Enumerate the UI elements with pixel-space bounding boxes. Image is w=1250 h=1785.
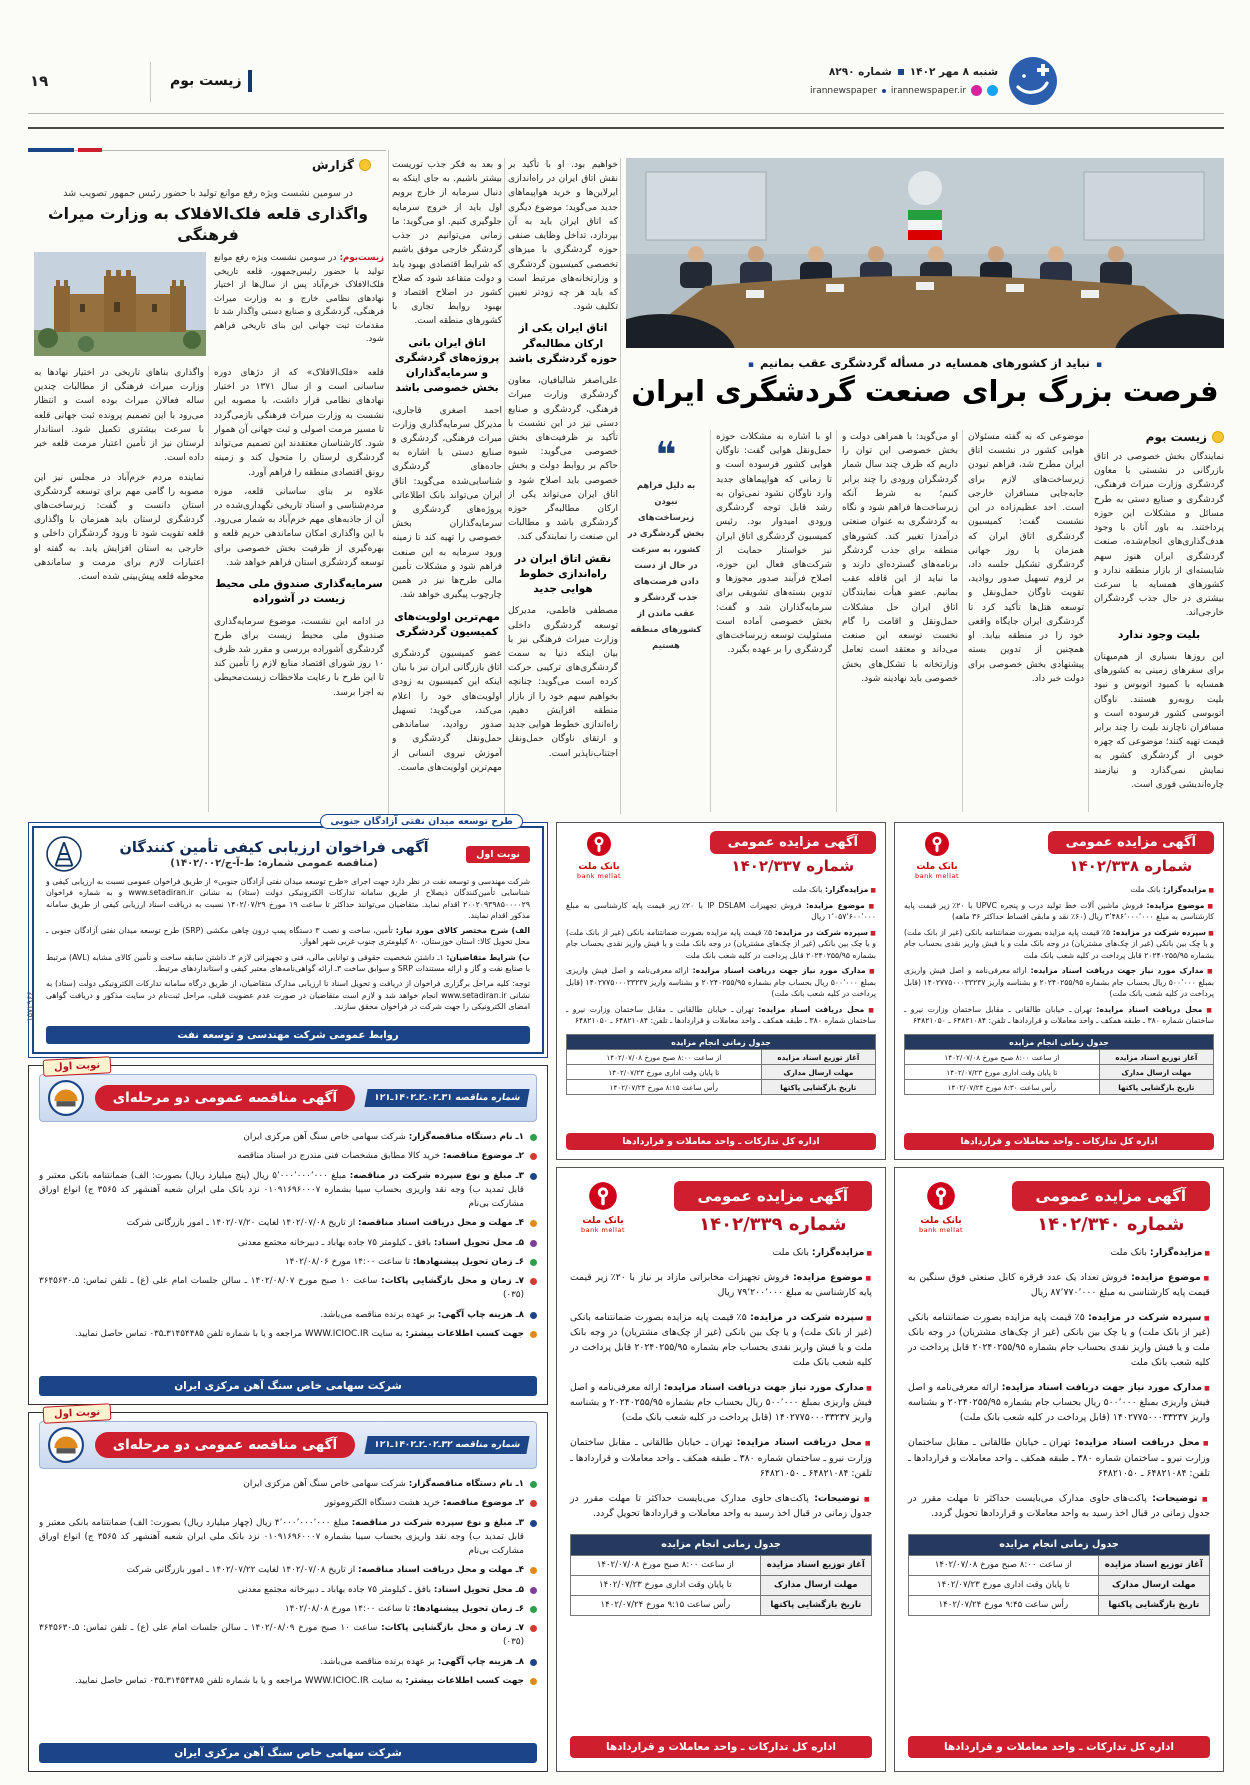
- quote-icon: ❝: [655, 438, 677, 476]
- auction-body: [908, 1235, 1210, 1521]
- article-paragraph: علی‌اصغر شالبافیان، معاون گردشگری وزارت میراث فرهنگی، گردشگری و صنایع دستی نیز در این نشست با تأکید بر ظرفیت‌های بخش خصوصی می‌گوید: شیوه حاکم بر روابط دولت و بخش خصوصی باید اصلاح شود و اتاق ایران می‌تواند یکی از ارکان مطالبه‌گر حوزه گردشگری باشد و مطالبات این صنعت را نمایندگی کند.: [508, 376, 618, 543]
- report-lead: [214, 252, 384, 358]
- section-tag: [170, 70, 252, 92]
- report-kicker: در سومین نشست ویژه رفع موانع تولید با حضور رئیس جمهور تصویب شد: [63, 188, 353, 199]
- column-divider: [1088, 430, 1089, 812]
- article-subhead: بلیت وجود ندارد: [1117, 628, 1201, 641]
- separator-dot-icon: [882, 89, 886, 93]
- article-separator: [388, 150, 389, 814]
- tender-item: ۱ـ نام دستگاه مناقصه‌گزار: شرکت سهامی خاص سنگ آهن مرکزی ایران: [39, 1130, 537, 1144]
- article-paragraph: احمد اصغری قاجاری، مدیرکل سرمایه‌گذاری وزارت میراث فرهنگی، گردشگری و صنایع دستی با اشاره به جاده‌های گردشگری شناسایی‌شده می‌گوید: اتاق ایران می‌تواند بانک اطلاعاتی پروژه‌های گردشگری و سرمایه‌گذاران بخش خصوصی را تهیه کند تا زمینه ورود سرمایه به این صنعت فراهم شود و مشکلات تأمین مالی طرح‌ها نیز در همین چارچوب پیگیری خواهد شد.: [392, 405, 502, 601]
- article-paragraph: نمایندگان بخش خصوصی در اتاق بازرگانی در نشستی با معاون گردشگری وزارت میراث فرهنگی، گردشگری و صنایع دستی به طرح مسائل و مشکلات این حوزه پرداختند. به باور آنان با وجود هدف‌گذاری‌های انجام‌شده، صنعت گردشگری ایران هنوز سهم شایسته‌ای از بازار منطقه ندارد و کشورهای همسایه با سرعت بیشتری در حال جذب گردشگران خارجی‌اند.: [1094, 452, 1224, 619]
- auction-section: ■ مدارک مورد نیاز جهت دریافت اسناد مزایده: ارائه معرفی‌نامه و اصل فیش واریزی بمبلغ ۵۰۰٬۰۰۰ ریال بحساب جام بشماره ۲۰۲۴۰۲۵۵/۹۵ و بشناسه واریز ۱۴۰۲۷۷۵۰۰۰۳۳۲۳۷ (قابل پرداخت در کلیه شعب بانک ملت): [566, 965, 876, 1000]
- column-divider: [620, 158, 621, 814]
- main-column-a: [968, 430, 1084, 812]
- tender-item: ۲ـ موضوع مناقصه: خرید هشت دستگاه الکتروموتور: [39, 1496, 537, 1510]
- auction-schedule-table: جدول زمانی انجام مزایده آغاز توزیع اسناد مزایده از ساعت ۸:۰۰ صبح مورخ ۱۴۰۲/۰۷/۰۸ مهلت ارسال مدارک تا پایان وقت اداری مورخ ۱۴۰۲/۰۷/۲۳ تاریخ بازگشایی پاکتها رأس ساعت ۸:۳۰ مورخ ۱۴۰۲/۰۷/۲۴: [904, 1034, 1214, 1095]
- auction-section: ■ موضوع مزایده: فروش تجهیزات IP DSLAM با ۲۰٪ زیر قیمت پایه کارشناسی به مبلغ ۱٬۰۵۷٬۶۰۰٬۰۰۰ ریال: [566, 900, 876, 923]
- auction-section: ■ مدارک مورد نیاز جهت دریافت اسناد مزایده: ارائه معرفی‌نامه و اصل فیش واریزی بمبلغ ۵۰۰٬۰۰۰ ریال بحساب جام بشماره ۲۰۲۴۰۲۵۵/۹۵ و بشناسه واریز ۱۴۰۲۷۷۵۰۰۰۳۳۲۳۷ (قابل پرداخت در کلیه شعب بانک ملت): [904, 965, 1214, 1000]
- bank-name: بانک ملت: [920, 1216, 962, 1226]
- tender-number: شماره مناقصه ۳۲ـ۰۲ـ۲ـ۱۴۰۲ـ۱۲۱: [364, 1436, 529, 1454]
- column-divider: [504, 158, 505, 814]
- iron-ore-company-logo: [48, 1080, 84, 1116]
- main-column-right: [1094, 430, 1224, 812]
- auction-section: ■ مزایده‌گزار: بانک ملت: [908, 1245, 1210, 1260]
- auction-section: ■ مزایده‌گزار: بانک ملت: [570, 1245, 872, 1260]
- iran-newspaper-logo: [1008, 56, 1058, 106]
- auction-section: ■ موضوع مزایده: فروش ماشین آلات خط تولید درب و پنجره UPVC با ۲۰٪ زیر قیمت پایه کارشناسی به مبلغ ۳٬۴۸۶٬۰۰۰٬۰۰۰ ریال (۶۰٪ نقد و مابقی اقساط حداکثر ۳۶ ماهه): [904, 900, 1214, 923]
- section-bar-icon: [248, 70, 252, 92]
- auction-section: ■ محل دریافت اسناد مزایده: تهران ـ خیابان طالقانی ـ مقابل ساختمان وزارت نیرو ـ ساختمان شماره ۳۸۰ ـ طبقه همکف ـ واحد معاملات و قراردادها ـ تلفن: ۶۴۸۲۱۰۸۴ ـ ۶۴۸۲۱۰۵۰: [908, 1435, 1210, 1480]
- first-round-badge: نوبت اول: [43, 1056, 112, 1077]
- ad-footer: اداره کل تدارکات ـ واحد معاملات و قراردادها: [570, 1736, 872, 1758]
- auction-section: ■ توضیحات: پاکت‌های حاوی مدارک می‌بایست حداکثر تا مهلت مقرر در جدول زمانی در قبال اخذ رسید به واحد معاملات و قراردادها تحویل گردد.: [908, 1491, 1210, 1521]
- report-paragraph: در ادامه این نشست، موضوع سرمایه‌گذاری صندوق ملی محیط زیست برای طرح گردشگری آشوراده بررسی و مقرر شد ظرف ۱۰ روز شورای اقتصاد منابع لازم را تأمین کند تا این طرح با رعایت ملاحظات زیست‌محیطی به اجرا برسد.: [214, 616, 384, 698]
- report-label: گزارش: [312, 158, 355, 172]
- first-round-badge: نوبت اول: [466, 846, 530, 863]
- article-subhead: نقش اتاق ایران در راه‌اندازی خطوط هوایی جدید: [514, 552, 612, 596]
- auction-schedule-table: جدول زمانی انجام مزایده آغاز توزیع اسناد مزایده از ساعت ۸:۰۰ صبح مورخ ۱۴۰۲/۰۷/۰۸ مهلت ارسال مدارک تا پایان وقت اداری مورخ ۱۴۰۲/۰۷/۲۳ تاریخ بازگشایی پاکتها رأس ساعت ۹:۴۵ مورخ ۱۴۰۲/۰۷/۲۴: [908, 1534, 1210, 1616]
- pull-quote-text: به دلیل فراهم نبودن زیرساخت‌های بخش گردشگری در کشور، به سرعت در حال از دست دادن فرصت‌های جذب گردشگر و عقب ماندن از کشورهای منطقه هستیم: [627, 480, 705, 650]
- page-number: ۱۹: [30, 72, 49, 90]
- report-paragraph: واگذاری بناهای تاریخی در اختیار نهادها به وزارت میراث فرهنگی از مطالبات چندین ساله فعالان میراث بوده است و انتظار می‌رود با این تصمیم پرونده ثبت جهانی قلعه با سرعت بیشتری تکمیل شود. استاندار لرستان نیز از تأمین اعتبار مرمت قلعه خبر داده است.: [34, 368, 204, 464]
- yellow-dot-icon: [1212, 431, 1224, 443]
- nioc-ad-title: آگهی فراخوان ارزیابی کیفی تأمین کنندگان: [119, 839, 429, 856]
- first-round-badge: نوبت اول: [43, 1403, 112, 1424]
- article-paragraph: این روزها بسیاری از هم‌میهنان برای سفرهای زمینی به کشورهای همسایه با کمبود اتوبوس و نبود بلیت روبه‌رو هستند. ناوگان اتوبوسی کشور فرسوده است و مسافران ناچارند بلیت را چند برابر قیمت تهیه کنند؛ موضوعی که چهره خوبی از گردشگری کشور به نمایش نمی‌گذارد و نیازمند چاره‌اندیشی فوری است.: [1094, 651, 1224, 790]
- tender-header: [39, 1074, 537, 1122]
- iron-ore-tender-ad-31: [28, 1059, 548, 1405]
- main-kicker: ▪ نباید از کشورهای همسایه در مسأله گردشگری عقب بمانیم ▪: [626, 356, 1224, 370]
- tender-items: [39, 1130, 537, 1376]
- auction-section: ■ سپرده شرکت در مزایده: ۵٪ قیمت پایه مزایده بصورت ضمانتنامه بانکی (غیر از بانک ملت) و یا چک بین بانکی (غیر از چک‌های مشتریان) در وجه بانک ملت و یا فیش واریز نقدی بحساب جام بشماره ۲۰۲۴۰۲۵۵/۹۵ قابل پرداخت در کلیه شعب بانک ملت: [566, 927, 876, 962]
- report-headline: واگذاری قلعه فلک‌الافلاک به وزارت میراث فرهنگی: [48, 205, 368, 244]
- bank-mellat-logo: بانک ملت bank mellat: [904, 831, 970, 880]
- meeting-photo: [626, 158, 1224, 348]
- nioc-tender-ad: [25, 816, 548, 1058]
- auction-section: ■ سپرده شرکت در مزایده: ۵٪ قیمت پایه مزایده بصورت ضمانتنامه بانکی (غیر از بانک ملت) و یا چک بین بانکی (غیر از چک‌های مشتریان) در وجه بانک ملت و یا فیش واریز نقدی بحساب جام بشماره ۲۰۲۴۰۲۵۵/۹۵ قابل پرداخت در کلیه شعب بانک ملت: [908, 1310, 1210, 1370]
- tender-items: [39, 1477, 537, 1743]
- tender-item: ۸ـ هزینه چاپ آگهی: بر عهده برنده مناقصه می‌باشد.: [39, 1308, 537, 1322]
- auction-section: ■ موضوع مزایده: فروش تجهیزات مخابراتی مازاد بر نیاز با ۲۰٪ زیر قیمت پایه کارشناسی به مبلغ ۷۹٬۲۰۰٬۰۰۰ ریال: [570, 1270, 872, 1300]
- nioc-note: توجه: کلیه مراحل برگزاری فراخوان از دریافت و تحویل اسناد تا ارزیابی مدارک متقاضیان، از طریق درگاه سامانه تدارکات الکترونیکی دولت (ستاد) به نشانی www.setadiran.ir انجام خواهد شد و لازم است متقاضیان در صورت عدم عضویت قبلی، مراحل ثبت‌نام در سایت مذکور و دریافت گواهی امضای الکترونیکی را جهت شرکت در فراخوان محقق سازند.: [46, 979, 530, 1011]
- auction-section: ■ محل دریافت اسناد مزایده: تهران ـ خیابان طالقانی ـ مقابل ساختمان وزارت نیرو ـ ساختمان شماره ۳۸۰ ـ طبقه همکف ـ واحد معاملات و قراردادها ـ تلفن: ۶۴۸۲۱۰۸۴ ـ ۶۴۸۲۱۰۵۰: [570, 1435, 872, 1480]
- mellat-auction-ad-338: [894, 822, 1224, 1160]
- main-column-left-1: [392, 158, 502, 814]
- bank-name: بانک ملت: [578, 862, 620, 872]
- article-subhead: اتاق ایران یکی از ارکان مطالبه‌گر حوزه گردشگری باشد: [508, 322, 618, 365]
- tender-item: جهت کسب اطلاعات بیشتر: به سایت WWW.ICIOC.IR مراجعه و یا با شماره تلفن ۳۱۴۵۴۴۸۵ـ۰۳۵ تماس حاصل نمایید.: [39, 1674, 537, 1688]
- social-line: [810, 85, 998, 96]
- ad-footer: اداره کل تدارکات ـ واحد معاملات و قراردادها: [904, 1133, 1214, 1150]
- report-rule-blue-segment: [28, 148, 74, 152]
- report-column-1: [214, 366, 384, 812]
- auction-title: آگهی مزایده عمومی: [674, 1181, 872, 1211]
- report-lead-label: زیست‌بوم:: [339, 253, 384, 263]
- bank-mellat-logo: بانک ملت bank mellat: [566, 831, 632, 880]
- article-paragraph: خواهیم بود. او با تأکید بر نقش اتاق ایران در راه‌اندازی ایرلاین‌ها و خرید هواپیماهای جدید می‌گوید: موضوع دیگری که اتاق ایران باید به آن بپردازد، تداخل وظایف صنفی حوزه گردشگری با میزهای تخصصی کمیسیون گردشگری و وزارتخانه‌های مرتبط است که باید هر چه زودتر تعیین تکلیف شود.: [508, 160, 618, 313]
- auction-section: ■ محل دریافت اسناد مزایده: تهران ـ خیابان طالقانی ـ مقابل ساختمان وزارت نیرو ـ ساختمان شماره ۳۸۰ ـ طبقه همکف ـ واحد معاملات و قراردادها ـ تلفن: ۶۴۸۲۱۰۸۴ ـ ۶۴۸۲۱۰۵۰: [566, 1004, 876, 1027]
- auction-section: ■ مدارک مورد نیاز جهت دریافت اسناد مزایده: ارائه معرفی‌نامه و اصل فیش واریزی بمبلغ ۵۰۰٬۰۰۰ ریال بحساب جام بشماره ۲۰۲۴۰۲۵۵/۹۵ و بشناسه واریز ۱۴۰۲۷۷۵۰۰۰۳۳۲۳۷ (قابل پرداخت در کلیه شعب بانک ملت): [570, 1380, 872, 1425]
- tender-item: ۶ـ زمان تحویل پیشنهادها: تا ساعت ۱۴:۰۰ مورخ ۱۴۰۲/۰۸/۰۶: [39, 1255, 537, 1269]
- report-column-divider: [208, 366, 209, 812]
- header-rule-thick: [28, 127, 1224, 129]
- dateline-separator-icon: [898, 69, 904, 75]
- auction-schedule-table: جدول زمانی انجام مزایده آغاز توزیع اسناد مزایده از ساعت ۸:۰۰ صبح مورخ ۱۴۰۲/۰۷/۰۸ مهلت ارسال مدارک تا پایان وقت اداری مورخ ۱۴۰۲/۰۷/۲۳ تاریخ بازگشایی پاکتها رأس ساعت ۸:۱۵ مورخ ۱۴۰۲/۰۷/۲۴: [566, 1034, 876, 1095]
- castle-photo: [34, 252, 206, 356]
- auction-body: [570, 1235, 872, 1521]
- nioc-footer: روابط عمومی شرکت مهندسی و توسعه نفت: [46, 1026, 530, 1044]
- ad-registration-number: ۱۵۷۲۹۶۶: [25, 991, 35, 1022]
- project-label: طرح توسعه میدان نفتی آزادگان جنوبی: [320, 814, 523, 829]
- twitter-icon: [987, 85, 998, 96]
- article-subhead: مهم‌ترین اولویت‌های کمیسیون گردشگری: [394, 610, 500, 638]
- report-paragraph: قلعه «فلک‌الافلاک» که از دژهای دوره ساسانی است و از سال ۱۳۷۱ در اختیار نهادهای نظامی قرار داشت، با مصوبه این نشست به وزارت میراث فرهنگی بازمی‌گردد تا مسیر مرمت اصولی و ثبت جهانی آن هموار شود. کارشناسان معتقدند این تصمیم می‌تواند گردشگری لرستان را متحول کند و زمینه رونق اقتصادی منطقه را فراهم آورد.: [214, 368, 384, 478]
- main-badge: [1094, 430, 1224, 444]
- header-rule-thin: [28, 113, 1224, 114]
- main-headline: فرصت بزرگ برای صنعت گردشگری ایران: [631, 374, 1219, 408]
- auction-title: آگهی مزایده عمومی: [1048, 831, 1214, 854]
- ad-footer: اداره کل تدارکات ـ واحد معاملات و قراردادها: [566, 1133, 876, 1150]
- mellat-auction-ad-337: [556, 822, 886, 1160]
- header-divider: [150, 62, 151, 102]
- social-handle: irannewspaper: [810, 85, 877, 96]
- tender-item: ۴ـ مهلت و محل دریافت اسناد مناقصه: از تاریخ ۱۴۰۲/۰۷/۰۸ لغایت ۱۴۰۲/۰۷/۲۰ ـ امور بازرگانی شرکت: [39, 1216, 537, 1230]
- tender-item: ۷ـ زمان و محل بازگشایی پاکات: ساعت ۱۰ صبح مورخ ۱۴۰۲/۰۸/۰۹ ـ سالن جلسات امام علی (ع) ـ تلفن تماس: ۵ـ۳۶۴۵۶۳۰ (۰۳۵): [39, 1621, 537, 1650]
- tender-item: ۲ـ موضوع مناقصه: خرید کالا مطابق مشخصات فنی مندرج در اسناد مناقصه: [39, 1149, 537, 1163]
- article-paragraph: عضو کمیسیون گردشگری اتاق بازرگانی ایران نیز با بیان اینکه این کمیسیون به زودی اولویت‌های خود را اعلام می‌کند، می‌گوید: تسهیل صدور روادید، ساماندهی حمل‌ونقل گردشگری و آموزش نیروی انسانی از مهم‌ترین اولویت‌های ماست.: [392, 649, 502, 773]
- tender-number: شماره مناقصه ۳۱ـ۰۲ـ۲ـ۱۴۰۲ـ۱۲۱: [364, 1089, 529, 1107]
- auction-section: ■ توضیحات: پاکت‌های حاوی مدارک می‌بایست حداکثر تا مهلت مقرر در جدول زمانی در قبال اخذ رسید به واحد معاملات و قراردادها تحویل گردد.: [570, 1491, 872, 1521]
- auction-section: ■ سپرده شرکت در مزایده: ۵٪ قیمت پایه مزایده بصورت ضمانتنامه بانکی (غیر از بانک ملت) و یا چک بین بانکی (غیر از چک‌های مشتریان) در وجه بانک ملت و یا فیش واریز نقدی بحساب جام بشماره ۲۰۲۴۰۲۵۵/۹۵ قابل پرداخت در کلیه شعب بانک ملت: [904, 927, 1214, 962]
- tender-footer: شرکت سهامی خاص سنگ آهن مرکزی ایران: [39, 1376, 537, 1396]
- date: شنبه ۸ مهر ۱۴۰۲: [909, 66, 999, 78]
- tender-item: ۵ـ محل تحویل اسناد: بافق ـ کیلومتر ۷۵ جاده بهاباد ـ دبیرخانه مجتمع معدنی: [39, 1236, 537, 1250]
- report-rule-red-segment: [78, 148, 102, 152]
- nioc-item-a: الف) شرح مختصر کالای مورد نیاز: تأمین، ساخت و نصب ۳ دستگاه پمپ درون چاهی مکشی (SRP) طرح توسعه میدان نفتی آزادگان جنوبی ـ محل تحویل کالا: استان خوزستان، ۸۰ کیلومتری جنوب غربی شهر اهواز.: [46, 926, 530, 947]
- bank-name: بانک ملت: [582, 1216, 624, 1226]
- tender-item: ۶ـ زمان تحویل پیشنهادها: تا ساعت ۱۴:۰۰ مورخ ۱۴۰۲/۰۸/۰۸: [39, 1602, 537, 1616]
- tender-title: آگهی مناقصه عمومی دو مرحله‌ای: [95, 1432, 355, 1458]
- website-text: irannewspaper.ir: [890, 85, 967, 96]
- iron-ore-tender-ad-32: [28, 1406, 548, 1772]
- tender-item: ۸ـ هزینه چاپ آگهی: بر عهده برنده مناقصه می‌باشد.: [39, 1655, 537, 1669]
- tender-item: ۵ـ محل تحویل اسناد: بافق ـ کیلومتر ۷۵ جاده بهاباد ـ دبیرخانه مجتمع معدنی: [39, 1583, 537, 1597]
- pull-quote: [626, 438, 706, 812]
- main-column-c: [716, 430, 832, 812]
- tender-item: ۳ـ مبلغ و نوع سپرده شرکت در مناقصه: مبلغ ۴٬۰۰۰٬۰۰۰٬۰۰۰ ریال (چهار میلیارد ریال) بصورت: الف) ضمانتنامه بانکی معتبر و قابل تمدید ب) وجه نقد واریزی بحساب سیبا بشماره ۰۱۰۹۱۶۹۶۰۰۰۷ نزد بانک ملی ایران شعبه آهنشهر کد ۳۵۶۵ ج) انواع اوراق مشارکت بی‌نام: [39, 1516, 537, 1559]
- tender-item: ۱ـ نام دستگاه مناقصه‌گزار: شرکت سهامی خاص سنگ آهن مرکزی ایران: [39, 1477, 537, 1491]
- auction-schedule-table: جدول زمانی انجام مزایده آغاز توزیع اسناد مزایده از ساعت ۸:۰۰ صبح مورخ ۱۴۰۲/۰۷/۰۸ مهلت ارسال مدارک تا پایان وقت اداری مورخ ۱۴۰۲/۰۷/۲۳ تاریخ بازگشایی پاکتها رأس ساعت ۹:۱۵ مورخ ۱۴۰۲/۰۷/۲۴: [570, 1534, 872, 1616]
- auction-body: [904, 880, 1214, 1027]
- tender-header: [39, 1421, 537, 1469]
- nioc-ad-header: [46, 836, 530, 872]
- bank-mellat-logo: بانک ملت bank mellat: [570, 1181, 636, 1234]
- ad-footer: اداره کل تدارکات ـ واحد معاملات و قراردادها: [908, 1736, 1210, 1758]
- article-subhead: اتاق ایران بانی پروژه‌های گردشگری و سرمایه‌گذاران بخش خصوصی باشد: [394, 336, 500, 395]
- auction-section: ■ مدارک مورد نیاز جهت دریافت اسناد مزایده: ارائه معرفی‌نامه و اصل فیش واریزی بمبلغ ۵۰۰٬۰۰۰ ریال بحساب جام بشماره ۲۰۲۴۰۲۵۵/۹۵ و بشناسه واریز ۱۴۰۲۷۷۵۰۰۰۳۳۲۳۷ (قابل پرداخت در کلیه شعب بانک ملت): [908, 1380, 1210, 1425]
- nioc-item-b: ب) شرایط متقاضیان: ۱ـ داشتن شخصیت حقوقی و توانایی مالی، فنی و تجهیزاتی لازم ۲ـ داشتن سابقه ساخت و تأمین کالای مشابه (AVL) مرتبط با صنایع نفت و گاز و ارائه مستندات SRP و سوابق ساخت ۳ـ ارائه گواهی‌نامه‌های معتبر کیفی و استانداردهای مرتبط.: [46, 952, 530, 974]
- mellat-auction-ad-339: [556, 1167, 886, 1772]
- bank-mellat-logo: بانک ملت bank mellat: [908, 1181, 974, 1234]
- masthead: [810, 56, 1058, 106]
- report-subhead: سرمایه‌گذاری صندوق ملی محیط زیست در آشوراده: [215, 578, 383, 606]
- report-column-2: [34, 366, 204, 812]
- nioc-intro: شرکت مهندسی و توسعه نفت در نظر دارد جهت اجرای «طرح توسعه میدان نفتی آزادگان جنوبی» از طریق فراخوان عمومی نسبت به ارزیابی کیفی و شناسایی تأمین‌کنندگان ذیصلاح از طریق سامانه تدارکات الکترونیکی دولت (ستاد) به نشانی www.setadiran.ir و به شماره فراخوان ۲۰۰۲۰۹۳۹۸۵۰۰۰۰۲۹ اقدام نماید. متقاضیان می‌توانند حداکثر تا ساعت ۱۹ مورخ ۱۴۰۲/۰۷/۲۹ نسبت به دریافت اسناد ارزیابی کیفی از طریق سامانه مذکور اقدام نمایند.: [46, 877, 531, 920]
- article-paragraph: او می‌گوید: با همراهی دولت و بخش خصوصی این توان را داریم که ظرف چند سال شمار گردشگران ورودی را چند برابر کنیم؛ به شرط آنکه زیرساخت‌ها فراهم شود و نگاه به گردشگری به عنوان صنعتی درآمدزا تغییر کند. کشورهای منطقه برای جذب گردشگر برنامه‌های گسترده‌ای دارند و ما نباید از این قافله عقب بمانیم. عضو هیأت نمایندگان اتاق ایران حل مشکلات حمل‌ونقل و اقامت را گام نخست توسعه این صنعت می‌داند و معتقد است تعامل وزارتخانه با تشکل‌های بخش خصوصی باید نهادینه شود.: [842, 432, 958, 684]
- instagram-icon: [971, 85, 982, 96]
- article-paragraph: مصطفی فاطمی، مدیرکل توسعه گردشگری داخلی وزارت میراث فرهنگی نیز با بیان اینکه دنیا به سمت گردشگری‌های ترکیبی حرکت کرده است می‌گوید: چنانچه بخواهیم سهم خود را از بازار منطقه افزایش دهیم، راه‌اندازی خطوط هوایی جدید و ارتقای ناوگان حمل‌ونقل اجتناب‌ناپذیر است.: [508, 606, 618, 759]
- report-lead-text: در سومین نشست ویژه رفع موانع تولید با حضور رئیس‌جمهور، قلعه تاریخی فلک‌الافلاک خرم‌آباد پس از سال‌ها از اختیار نهادهای نظامی خارج و به وزارت میراث فرهنگی، گردشگری و صنایع دستی واگذار شد تا مقدمات ثبت جهانی این بنای تاریخی فراهم شود.: [214, 253, 384, 345]
- article-paragraph: و بعد به فکر جذب توریست بیشتر باشیم. به جای اینکه به دنبال سرمایه از خارج برویم اول باید از خروج سرمایه جلوگیری کنیم. او می‌گوید: ما زمانی می‌توانیم در جذب گردشگر خارجی موفق باشیم که شرایط اقتصادی بهبود یابد و دولت متقاعد شود که صلاح کشور در اصلاح اقتصاد و بهبود روابط تجاری با کشورهای منطقه است.: [392, 160, 502, 327]
- section-name: زیست بوم: [170, 73, 242, 89]
- auction-section: ■ مزایده‌گزار: بانک ملت: [566, 884, 876, 896]
- auction-section: ■ سپرده شرکت در مزایده: ۵٪ قیمت پایه مزایده بصورت ضمانتنامه بانکی (غیر از بانک ملت) و یا چک بین بانکی (غیر از چک‌های مشتریان) در وجه بانک ملت و یا فیش واریز نقدی بحساب جام بشماره ۲۰۲۴۰۲۵۵/۹۵ قابل پرداخت در کلیه شعب بانک ملت: [570, 1310, 872, 1370]
- nioc-ad-subtitle: (مناقصه عمومی شماره: ط-آ-ج/۱۴۰۲/۰۰۲): [170, 857, 378, 869]
- column-divider: [710, 430, 711, 812]
- bank-name: بانک ملت: [916, 862, 958, 872]
- auction-number: شماره ۱۴۰۲/۳۳۸: [1069, 857, 1193, 875]
- mellat-auction-ad-340: [894, 1167, 1224, 1772]
- yellow-dot-icon: [359, 159, 371, 171]
- tender-item: ۴ـ مهلت و محل دریافت اسناد مناقصه: از تاریخ ۱۴۰۲/۰۷/۰۸ لغایت ۱۴۰۲/۰۷/۲۲ ـ امور بازرگانی شرکت: [39, 1563, 537, 1577]
- main-column-b: [842, 430, 958, 812]
- main-column-left-2: [508, 158, 618, 814]
- auction-number: شماره ۱۴۰۲/۳۳۷: [731, 857, 855, 875]
- article-paragraph: موضوعی که به گفته مسئولان هوایی کشور در نشست اتاق ایران مطرح شد، فراهم نبودن زیرساخت‌های لازم برای جابه‌جایی مسافران خارجی است. احد عظیم‌زاده در این نشست گفت: کمیسیون گردشگری اتاق ایران که همزمان با روز جهانی گردشگری تشکیل جلسه داد، بر لزوم تسهیل صدور روادید، تقویت ناوگان حمل‌ونقل و توسعه هتل‌ها تأکید کرد تا گردشگری ایران جایگاه واقعی خود را در منطقه بیابد. او همچنین از تدوین بسته پیشنهادی بخش خصوصی برای دولت خبر داد.: [968, 432, 1084, 684]
- tender-item: جهت کسب اطلاعات بیشتر: به سایت WWW.ICIOC.IR مراجعه و یا با شماره تلفن ۳۱۴۵۴۴۸۵ـ۰۳۵ تماس حاصل نمایید.: [39, 1327, 537, 1341]
- auction-section: ■ موضوع مزایده: فروش تعداد یک عدد قرقره کابل صنعتی فوق سنگین به قیمت پایه کارشناسی به مبلغ ۸۷٬۷۷۰٬۰۰۰ ریال: [908, 1270, 1210, 1300]
- auction-number: شماره ۱۴۰۲/۳۴۰: [1037, 1214, 1185, 1235]
- tender-title: آگهی مناقصه عمومی دو مرحله‌ای: [95, 1085, 355, 1111]
- main-badge-label: زیست بوم: [1145, 430, 1207, 444]
- iron-ore-company-logo: [48, 1427, 84, 1463]
- auction-number: شماره ۱۴۰۲/۳۳۹: [699, 1214, 847, 1235]
- tender-item: ۷ـ زمان و محل بازگشایی پاکات: ساعت ۱۰ صبح مورخ ۱۴۰۲/۰۸/۰۷ ـ سالن جلسات امام علی (ع) ـ تلفن تماس: ۵ـ۳۶۴۵۶۳۰ (۰۳۵): [39, 1274, 537, 1303]
- tender-item: ۳ـ مبلغ و نوع سپرده شرکت در مناقصه: مبلغ ۵٬۰۰۰٬۰۰۰٬۰۰۰ ریال (پنج میلیارد ریال) بصورت: الف) ضمانتنامه بانکی معتبر و قابل تمدید ب) وجه نقد واریزی بحساب سیبا بشماره ۰۱۰۹۱۶۹۶۰۰۰۷ نزد بانک ملی ایران شعبه آهنشهر کد ۳۵۶۵ ج) انواع اوراق مشارکت بی‌نام: [39, 1169, 537, 1212]
- auction-title: آگهی مزایده عمومی: [710, 831, 876, 854]
- article-paragraph: او با اشاره به مشکلات حوزه حمل‌ونقل هوایی گفت: ناوگان هوایی کشور فرسوده است و تا زمانی که هواپیماهای جدید وارد ناوگان نشود نمی‌توان به رشد قابل توجه گردشگری ورودی امیدوار بود. رئیس کمیسیون گردشگری اتاق ایران نیز خواستار حمایت از شرکت‌های فعال این حوزه، اصلاح فرآیند صدور مجوزها و تدوین بسته‌های تشویقی برای سرمایه‌گذاران شد و گفت: بخش خصوصی آماده است مسئولیت توسعه زیرساخت‌های گردشگری را بر عهده بگیرد.: [716, 432, 832, 656]
- auction-section: ■ مزایده‌گزار: بانک ملت: [904, 884, 1214, 896]
- column-divider: [836, 430, 837, 812]
- nioc-logo: [46, 836, 82, 872]
- auction-section: ■ محل دریافت اسناد مزایده: تهران ـ خیابان طالقانی ـ مقابل ساختمان وزارت نیرو ـ ساختمان شماره ۳۸۰ ـ طبقه همکف ـ واحد معاملات و قراردادها ـ تلفن: ۶۴۸۲۱۰۸۴ ـ ۶۴۸۲۱۰۵۰: [904, 1004, 1214, 1027]
- issue-number: شماره ۸۲۹۰: [828, 66, 892, 78]
- report-paragraph: علاوه بر بنای ساسانی قلعه، موزه مردم‌شناسی و اسناد تاریخی نگهداری‌شده در آن از جاذبه‌های مهم خرم‌آباد به شمار می‌رود. با این واگذاری امکان ساماندهی حریم قلعه و بهره‌گیری از ظرفیت بخش خصوصی برای توسعه گردشگری استان فراهم خواهد شد.: [214, 486, 384, 568]
- report-badge: [312, 158, 371, 172]
- auction-title: آگهی مزایده عمومی: [1012, 1181, 1210, 1211]
- tender-footer: شرکت سهامی خاص سنگ آهن مرکزی ایران: [39, 1743, 537, 1763]
- auction-body: [566, 880, 876, 1027]
- dateline: [810, 66, 998, 78]
- column-divider: [962, 430, 963, 812]
- report-paragraph: نماینده مردم خرم‌آباد در مجلس نیز این مصوبه را گامی مهم برای توسعه گردشگری استان دانست و گفت: زیرساخت‌های گردشگری لرستان باید همزمان با واگذاری قلعه تقویت شود تا ورود گردشگران داخلی و خارجی به استان افزایش یابد. به گفته او اعتبارات لازم برای مرمت و ساماندهی محوطه قلعه پیش‌بینی شده است.: [34, 472, 204, 583]
